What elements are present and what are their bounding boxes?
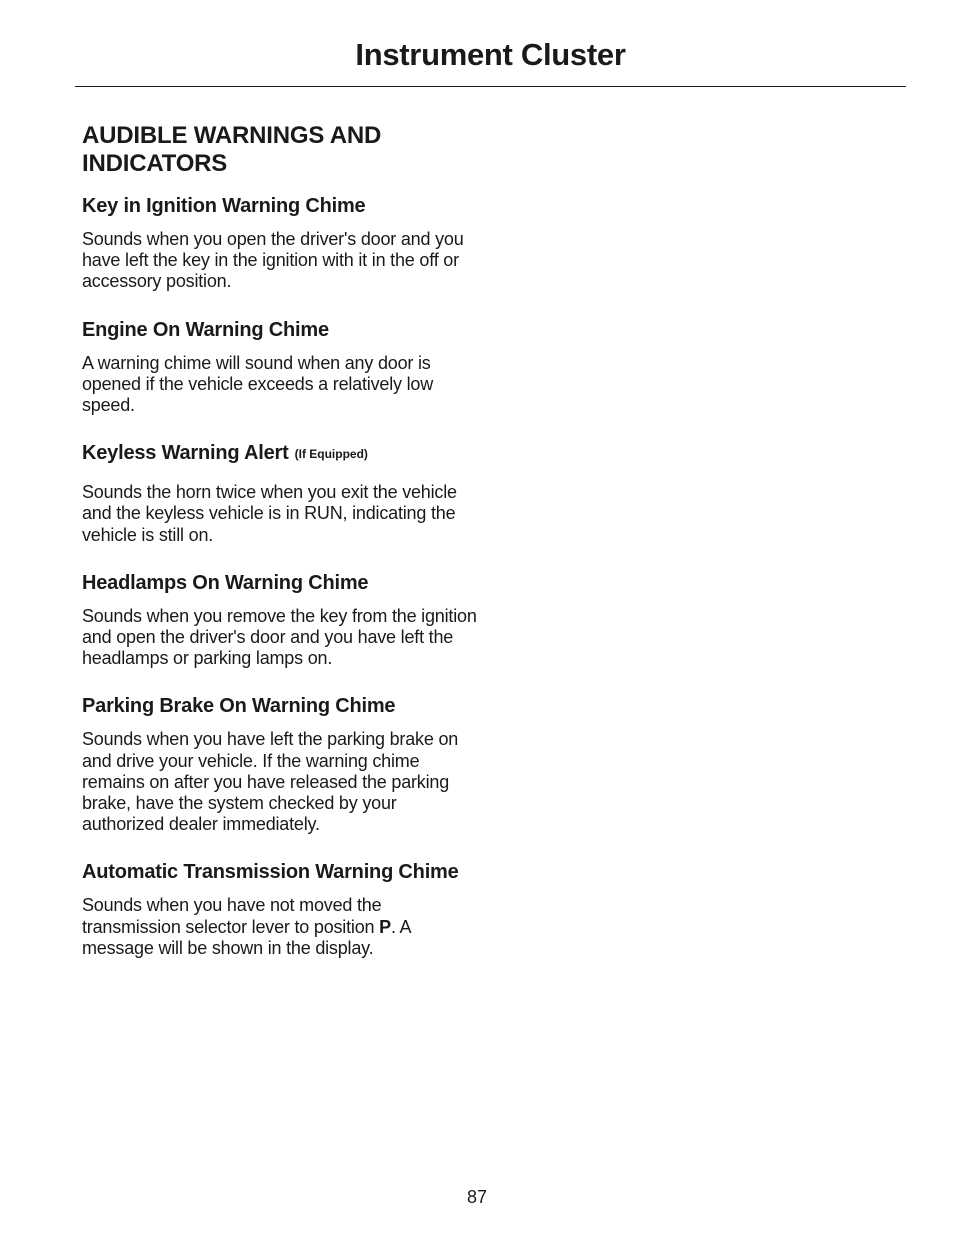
item-text: Sounds when you have left the parking brake on and drive your vehicle. If the warning chime remains on after you have released the parking brake, have the system checked by your authorized dealer immediately. [82,729,459,835]
item-heading: Keyless Warning Alert [82,442,289,465]
warning-parking-brake [82,695,477,835]
warning-key-in-ignition [82,195,477,293]
item-text [82,895,477,959]
item-text-after: . A message will be shown in the display. [82,916,411,958]
item-text: Sounds when you remove the key from the ignition and open the driver's door and you have left the headlamps or parking lamps on. [82,605,477,669]
item-text: Sounds the horn twice when you exit the vehicle and the keyless vehicle is in RUN, indicating the vehicle is still on. [82,482,457,545]
page-number: 87 [466,1187,488,1207]
section-title: AUDIBLE WARNINGS AND INDICATORS [82,122,382,177]
item-heading-wrapper [82,442,477,465]
page-header [75,0,906,87]
warning-engine-on [82,319,477,417]
item-heading: Automatic Transmission Warning Chime [82,861,459,884]
warning-headlamps-on [82,572,477,670]
item-heading: Key in Ignition Warning Chime [82,195,366,217]
warning-automatic-transmission [82,861,477,959]
item-heading: Parking Brake On Warning Chime [82,695,396,718]
item-text: A warning chime will sound when any door is opened if the vehicle exceeds a relatively low speed. [82,352,434,416]
warning-keyless-alert [82,442,477,546]
item-heading: Headlamps On Warning Chime [82,571,369,594]
content-column [82,122,477,985]
item-heading: Engine On Warning Chime [82,318,329,341]
position-p-label: P [379,916,391,937]
item-text: Sounds when you open the driver's door and you have left the key in the ignition with it in the off or accessory position. [82,229,464,292]
if-equipped-qualifier: (If Equipped) [294,447,368,462]
page-title: Instrument Cluster [355,37,626,72]
item-text-before: Sounds when you have not moved the transmission selector lever to position [82,895,382,937]
